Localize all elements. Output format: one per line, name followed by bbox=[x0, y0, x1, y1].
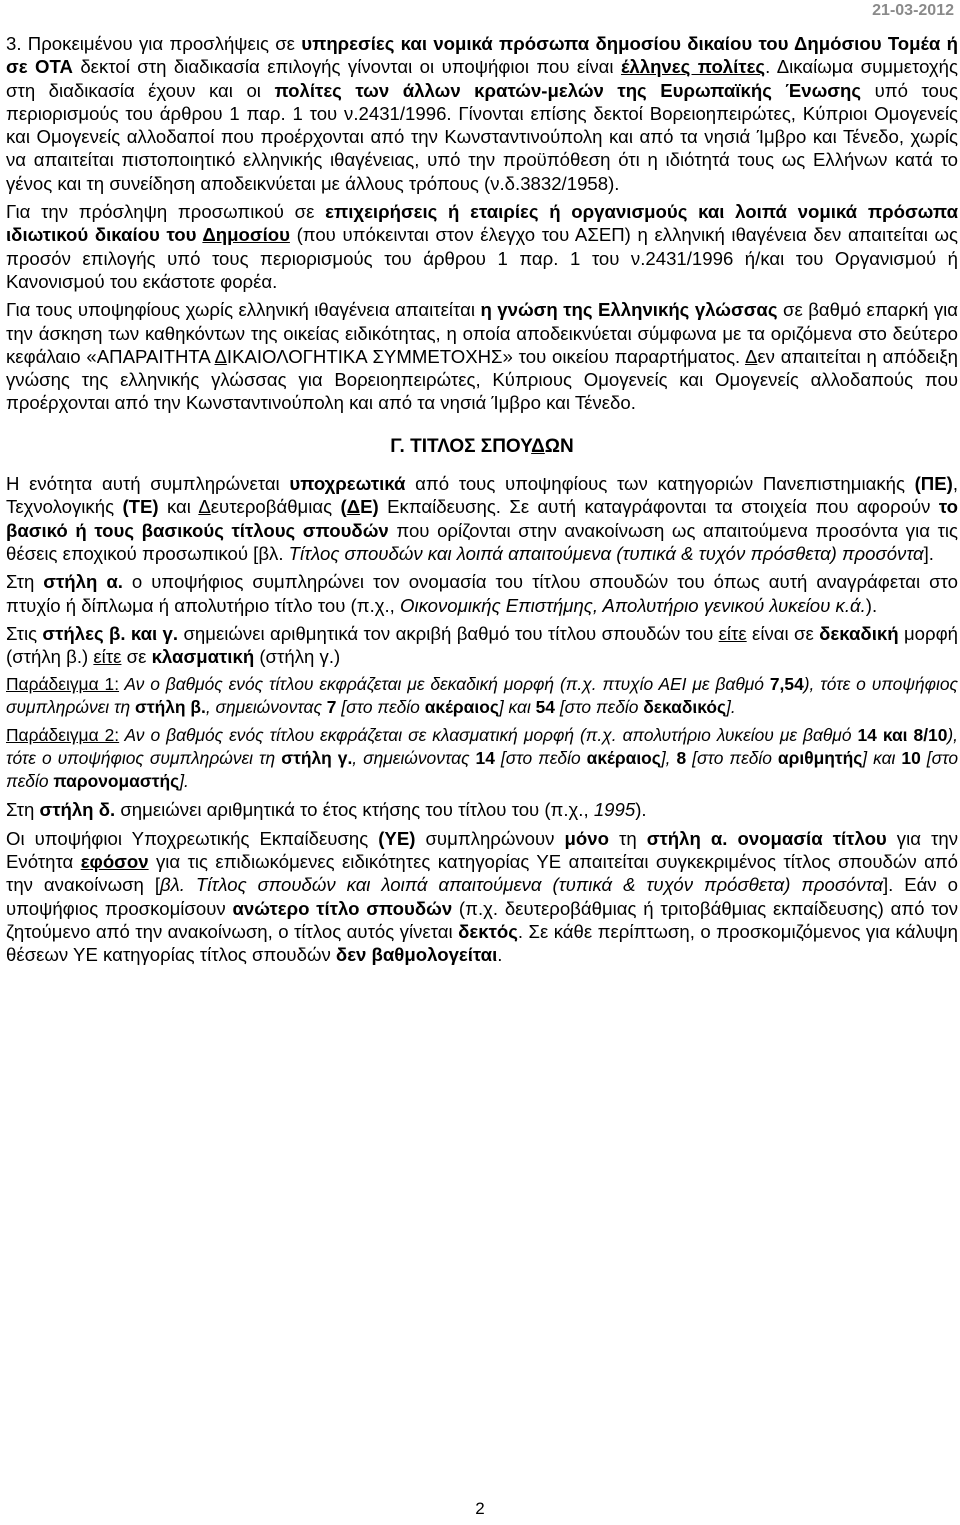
document-date: 21-03-2012 bbox=[872, 2, 954, 19]
document-body bbox=[6, 32, 958, 972]
paragraph-columns-b-c: Στις στήλες β. και γ. σημειώνει αριθμητικά τον ακριβή βαθμό του τίτλου σπουδών του είτε είναι σε δεκαδική μορφή (στήλη β.) είτε σε κλασματική (στήλη γ.) bbox=[6, 622, 958, 668]
paragraph-column-a: Στη στήλη α. ο υποψήφιος συμπληρώνει τον ονομασία του τίτλου σπουδών του όπως αυτή αναγράφεται στο πτυχίο ή δίπλωμα ή απολυτήριο τίτλο του (π.χ., Οικονομικής Επιστήμης, Απολυτήριο γενικού λυκείου κ.ά.). bbox=[6, 571, 958, 616]
section-heading: Γ. ΤΙΤΛΟΣ ΣΠΟΥΔΩΝ bbox=[390, 435, 574, 457]
example-1: Παράδειγμα 1: Αν ο βαθμός ενός τίτλου εκφράζεται με δεκαδική μορφή (π.χ. πτυχίο ΑΕΙ με βαθμό 7,54), τότε ο υποψήφιος συμπληρώνει τη στήλη β., σημειώνοντας 7 [στο πεδίο ακέραιος] και 54 [στο πεδίο δεκαδικός]. bbox=[6, 674, 959, 718]
paragraph-section-intro: Η ενότητα αυτή συμπληρώνεται υποχρεωτικά από τους υποψηφίους των κατηγοριών Πανεπιστημιακής (ΠΕ), Τεχνολογικής (ΤΕ) και Δευτεροβάθμιας (ΔΕ) Εκπαίδευσης. Σε αυτή καταγράφονται τα στοιχεία που αφορούν το βασικό ή τους βασικούς τίτλους σπουδών που ορίζονται στην ανακοίνωση ως απαιτούμενα προσόντα για τις θέσεις εποχικού προσωπικού [βλ. Τίτλος σπουδών και λοιπά απαιτούμενα (τυπικά & τυχόν πρόσθετα) προσόντα]. bbox=[6, 473, 959, 564]
paragraph-greek-language: Για τους υποψηφίους χωρίς ελληνική ιθαγένεια απαιτείται η γνώση της Ελληνικής γλώσσας σε βαθμό επαρκή για την άσκηση των καθηκόντων της οικείας ειδικότητας, η οποία αποδεικνύεται σύμφωνα με τα οριζόμενα στο δεύτερο κεφάλαιο «ΑΠΑΡΑΙΤΗΤΑ ΔΙΚΑΙΟΛΟΓΗΤΙΚΑ ΣΥΜΜΕΤΟΧΗΣ» του οικείου παραρτήματος. Δεν απαιτείται η απόδειξη γνώσης της ελληνικής γλώσσας για Βορειοηπειρώτες, Κύπριους Ομογενείς και Ομογενείς αλλοδαπούς που προέρχονται από την Κωνσταντινούπολη και από τα νησιά Ίμβρο και Τένεδο. bbox=[6, 299, 959, 414]
paragraph-citizenship-private: Για την πρόσληψη προσωπικού σε επιχειρήσεις ή εταιρίες ή οργανισμούς και λοιπά νομικά πρόσωπα ιδιωτικού δικαίου του Δημοσίου (που υπόκεινται στον έλεγχο του ΑΣΕΠ) η ελληνική ιθαγένεια δεν απαιτείται ως προσόν επιλογής υπό τους περιορισμούς του άρθρου 1 παρ. 1 του ν.2431/1996 ή/και του Οργανισμού ή Κανονισμού του εκάστοτε φορέα. bbox=[6, 201, 958, 292]
paragraph-column-d: Στη στήλη δ. σημειώνει αριθμητικά το έτος κτήσης του τίτλου του (π.χ., 1995). bbox=[6, 799, 647, 821]
paragraph-citizenship-public: 3. Προκειμένου για προσλήψεις σε υπηρεσίες και νομικά πρόσωπα δημοσίου δικαίου του Δημόσιου Τομέα ή σε ΟΤΑ δεκτοί στη διαδικασία επιλογής γίνονται οι υποψήφιοι που είναι έλληνες πολίτες. Δικαίωμα συμμετοχής στη διαδικασία έχουν και οι πολίτες των άλλων κρατών-μελών της Ευρωπαϊκής Ένωσης υπό τους περιορισμούς του άρθρου 1 παρ. 1 του ν.2431/1996. Γίνονται επίσης δεκτοί Βορειοηπειρώτες, Κύπριοι Ομογενείς και Ομογενείς αλλοδαποί που προέρχονται από την Κωνσταντινούπολη και από τα νησιά Ίμβρο και Τένεδο, χωρίς να απαιτείται πιστοποιητικό ελληνικής ιθαγένειας, υπό την προϋπόθεση ότι η ιδιότητά τους ως Ελλήνων κατά το γένος και τη συνείδηση αποδεικνύεται με άλλους τρόπους (ν.δ.3832/1958). bbox=[6, 33, 958, 194]
paragraph-compulsory-education: Οι υποψήφιοι Υποχρεωτικής Εκπαίδευσης (ΥΕ) συμπληρώνουν μόνο τη στήλη α. ονομασία τίτλου για την Ενότητα εφόσον για τις επιδιωκόμενες ειδικότητες κατηγορίας ΥΕ απαιτείται συγκεκριμένος τίτλος σπουδών από την ανακοίνωση [βλ. Τίτλος σπουδών και λοιπά απαιτούμενα (τυπικά & τυχόν πρόσθετα) προσόντα]. Εάν ο υποψήφιος προσκομίσουν ανώτερο τίτλο σπουδών (π.χ. δευτεροβάθμιας ή τριτοβάθμιας εκπαίδευσης) από τον ζητούμενο από την ανακοίνωση, ο τίτλος αυτός γίνεται δεκτός. Σε κάθε περίπτωση, ο προσκομιζόμενος για κάλυψη θέσεων ΥΕ κατηγορίας τίτλος σπουδών δεν βαθμολογείται. bbox=[6, 827, 959, 966]
page-number: 2 bbox=[475, 1499, 485, 1518]
example-2: Παράδειγμα 2: Αν ο βαθμός ενός τίτλου εκφράζεται σε κλασματική μορφή (π.χ. απολυτήριο λυκείου με βαθμό 14 και 8/10), τότε ο υποψήφιος συμπληρώνει τη στήλη γ., σημειώνοντας 14 [στο πεδίο ακέραιος], 8 [στο πεδίο αριθμητής] και 10 [στο πεδίο παρονομαστής]. bbox=[6, 725, 958, 792]
